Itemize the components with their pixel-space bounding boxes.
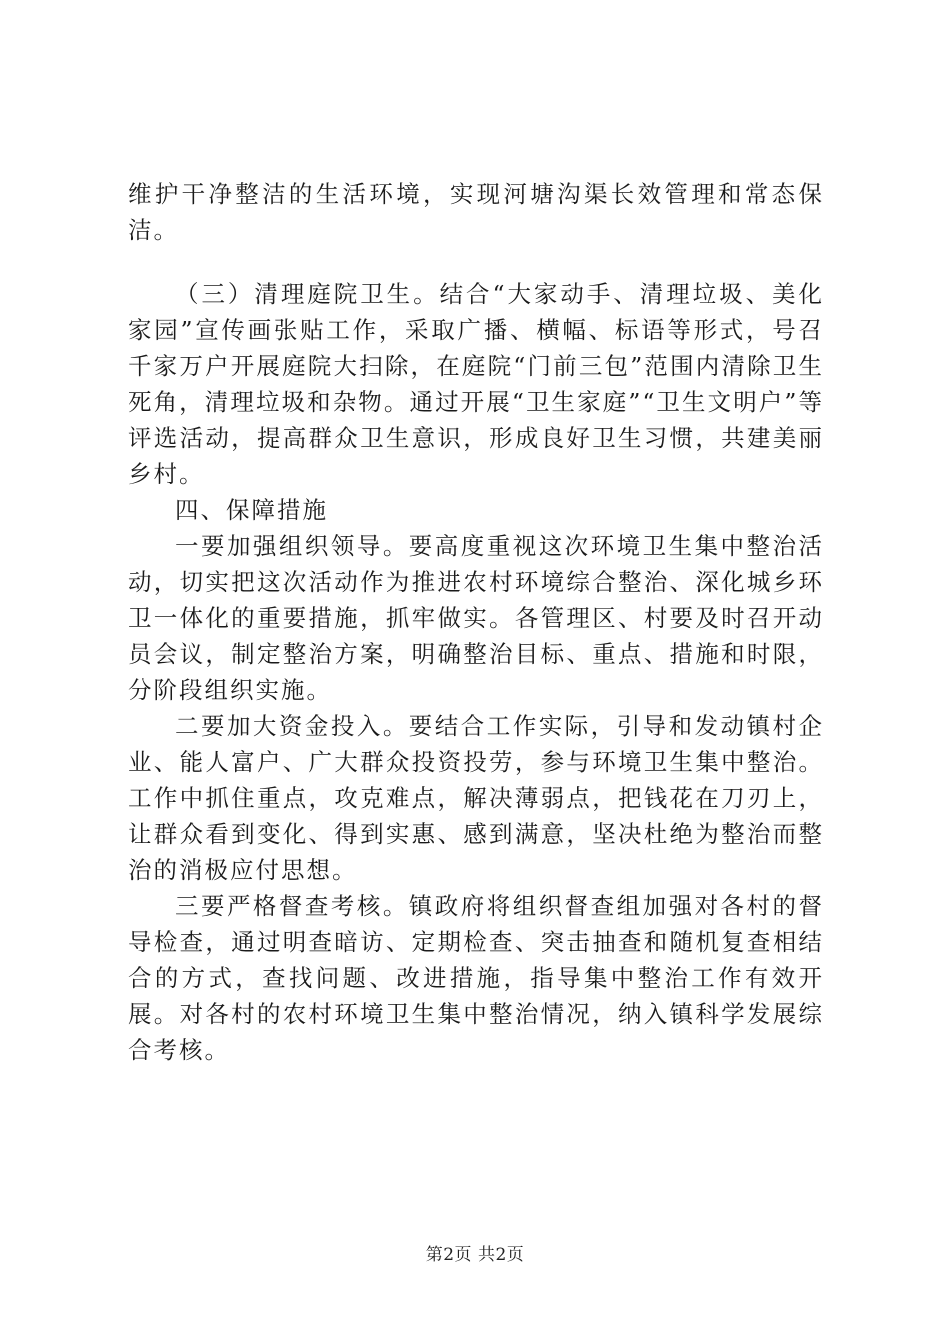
document-body (128, 176, 824, 1068)
paragraph-funding: 二要加大资金投入。要结合工作实际，引导和发动镇村企业、能人富户、广大群众投资投劳，参与环境卫生集中整治。工作中抓住重点，攻克难点，解决薄弱点，把钱花在刀刃上，让群众看到变化、得到实惠、感到满意，坚决杜绝为整治而整治的消极应付思想。 (128, 712, 824, 884)
paragraph-continuation: 维护干净整洁的生活环境，实现河塘沟渠长效管理和常态保洁。 (128, 180, 824, 244)
page-number-footer: 第2页 共2页 (425, 1245, 525, 1265)
section-heading-safeguards: 四、保障措施 (175, 496, 328, 524)
paragraph-yard-hygiene: （三）清理庭院卫生。结合“大家动手、清理垃圾、美化家园”宣传画张贴工作，采取广播、横幅、标语等形式，号召千家万户开展庭院大扫除，在庭院“门前三包”范围内清除卫生死角，清理垃圾和杂物。通过开展“卫生家庭”“卫生文明户”等评选活动，提高群众卫生意识，形成良好卫生习惯，共建美丽乡村。 (128, 280, 824, 488)
paragraph-organization: 一要加强组织领导。要高度重视这次环境卫生集中整治活动，切实把这次活动作为推进农村环境综合整治、深化城乡环卫一体化的重要措施，抓牢做实。各管理区、村要及时召开动员会议，制定整治方案，明确整治目标、重点、措施和时限，分阶段组织实施。 (128, 532, 824, 704)
paragraph-supervision: 三要严格督查考核。镇政府将组织督查组加强对各村的督导检查，通过明查暗访、定期检查、突击抽查和随机复查相结合的方式，查找问题、改进措施，指导集中整治工作有效开展。对各村的农村环境卫生集中整治情况，纳入镇科学发展综合考核。 (128, 892, 824, 1064)
